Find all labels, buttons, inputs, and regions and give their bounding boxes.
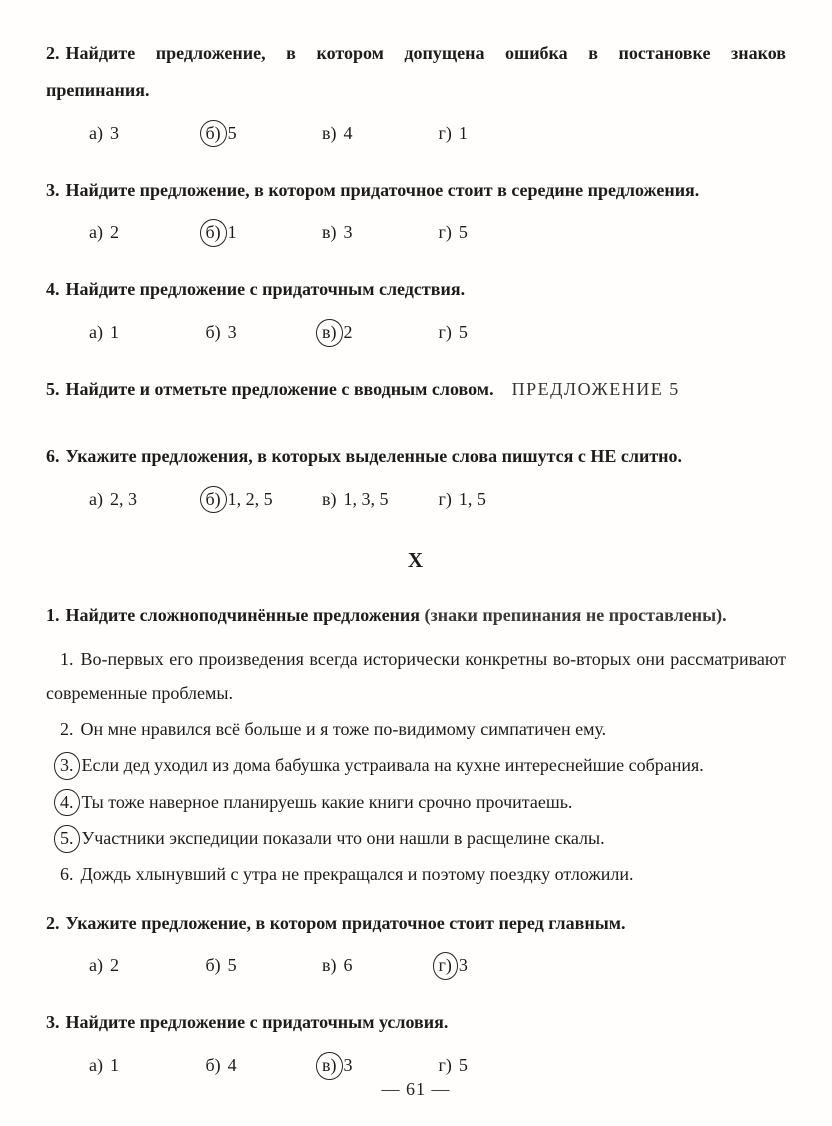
- option-value: 1: [227, 222, 237, 243]
- option-value: 2: [109, 955, 119, 976]
- option-letter: в): [322, 488, 337, 509]
- option-b: [206, 1051, 318, 1080]
- answer-circle: 3.: [54, 752, 80, 780]
- option-value: 1, 3, 5: [343, 488, 389, 509]
- question-stem-line: [46, 371, 786, 408]
- option-b: [206, 318, 318, 347]
- options-row: [89, 485, 786, 514]
- option-g: [439, 218, 551, 247]
- question-stem: Найдите предложение с придаточным условия.: [65, 1012, 449, 1033]
- option-value: 2: [343, 322, 353, 343]
- question-stem-line: [46, 35, 786, 109]
- option-letter: г): [438, 222, 452, 243]
- answer-circle: в): [316, 1052, 343, 1080]
- option-g: [439, 485, 551, 514]
- option-a: [89, 318, 201, 347]
- option-g: [439, 1051, 551, 1080]
- option-a: [89, 119, 201, 148]
- answer-circle: 4.: [54, 789, 80, 817]
- option-letter: а): [89, 322, 103, 343]
- option-value: 4: [343, 122, 353, 143]
- option-value: 3: [109, 122, 119, 143]
- page-number: — 61 —: [381, 1079, 451, 1099]
- question-number: 3.: [46, 179, 60, 200]
- option-a: [89, 1051, 201, 1080]
- answer-circle: б): [200, 120, 227, 148]
- question-stem-line: [46, 597, 786, 634]
- options-row: [89, 1051, 786, 1080]
- sentence-text: Ты тоже наверное планируешь какие книги срочно прочитаешь.: [81, 791, 573, 812]
- option-letter: а): [89, 1055, 103, 1076]
- options-row: [89, 119, 786, 148]
- option-value: 3: [343, 222, 353, 243]
- question-stem: Укажите предложения, в которых выделенные слова пишутся с НЕ слитно.: [65, 445, 683, 466]
- question-stem: Найдите предложение, в котором придаточное стоит в середине предложения.: [65, 179, 700, 200]
- option-letter: в): [322, 122, 337, 143]
- answer-circle: б): [200, 486, 227, 514]
- option-letter: г): [438, 322, 452, 343]
- sentence-6: [46, 858, 786, 891]
- options-row: [89, 218, 786, 247]
- answer-circle: в): [316, 319, 343, 347]
- answer-circle: 5.: [54, 825, 80, 853]
- answer-circle: г): [433, 952, 458, 980]
- option-letter: а): [89, 488, 103, 509]
- option-a: [89, 485, 201, 514]
- option-letter: г): [438, 488, 452, 509]
- question-number: 4.: [46, 279, 60, 300]
- question-number: 3.: [46, 1012, 60, 1033]
- sentence-number: 6.: [60, 864, 74, 885]
- option-v: [322, 485, 434, 514]
- sentence-4-circled: [46, 786, 786, 819]
- sentence-5-circled: [46, 822, 786, 855]
- question-stem-line: [46, 1004, 786, 1041]
- question-stem: Найдите предложение с придаточным следствия.: [65, 279, 466, 300]
- option-value: 6: [343, 955, 353, 976]
- option-value: 2: [109, 222, 119, 243]
- question-number: 5.: [46, 378, 60, 399]
- option-g-circled: [439, 951, 551, 980]
- question-stem-wrap: [46, 371, 494, 408]
- question-stem-line: [46, 172, 786, 209]
- question-stem-line: [46, 271, 786, 308]
- option-v: [322, 119, 434, 148]
- option-b-circled: [206, 485, 318, 514]
- option-value: 5: [458, 222, 468, 243]
- option-value: 1: [109, 322, 119, 343]
- question-2-part2: [46, 905, 786, 981]
- question-number: 2.: [46, 912, 60, 933]
- option-value: 3: [227, 322, 237, 343]
- typed-answer-note: ПРЕДЛОЖЕНИЕ 5: [511, 378, 680, 399]
- question-stem: Найдите сложноподчинённые предложения: [65, 604, 421, 625]
- question-number: 6.: [46, 445, 60, 466]
- question-number: 1.: [46, 604, 60, 625]
- option-value: 3: [343, 1055, 353, 1076]
- option-v-circled: [322, 318, 434, 347]
- option-letter: а): [89, 122, 103, 143]
- section-heading: X: [407, 547, 425, 572]
- question-6-part1: [46, 438, 786, 514]
- option-letter: б): [205, 1055, 221, 1076]
- sentence-number: 2.: [60, 719, 74, 740]
- option-v: [322, 218, 434, 247]
- option-g: [439, 119, 551, 148]
- answer-circle: б): [200, 219, 227, 247]
- option-value: 1: [458, 122, 468, 143]
- option-value: 1, 5: [458, 488, 486, 509]
- question-5-part1: [46, 371, 786, 408]
- sentence-2: [46, 713, 786, 746]
- question-number: 2.: [46, 43, 60, 63]
- sentence-1: [46, 643, 786, 710]
- question-4-part1: [46, 271, 786, 347]
- option-letter: а): [89, 955, 103, 976]
- question-3-part1: [46, 172, 786, 248]
- option-v: [322, 951, 434, 980]
- option-letter: а): [89, 222, 103, 243]
- option-letter: г): [438, 122, 452, 143]
- question-stem: Найдите и отметьте предложение с вводным словом.: [65, 378, 494, 399]
- options-row: [89, 318, 786, 347]
- sentence-text: Участники экспедиции показали что они нашли в расщелине скалы.: [81, 827, 605, 848]
- option-value: 3: [458, 955, 468, 976]
- option-letter: в): [322, 955, 337, 976]
- question-stem-line: [46, 438, 786, 475]
- question-stem: Укажите предложение, в котором придаточное стоит перед главным.: [65, 912, 626, 933]
- option-v-circled: [322, 1051, 434, 1080]
- option-b-circled: [206, 119, 318, 148]
- option-value: 5: [227, 955, 237, 976]
- question-stem: Найдите предложение, в котором допущена ошибка в постановке знаков препинания.: [46, 43, 786, 100]
- sentence-number: 1.: [60, 649, 74, 670]
- option-value: 1, 2, 5: [227, 488, 273, 509]
- question-2-part1: [46, 35, 786, 148]
- option-value: 2, 3: [109, 488, 137, 509]
- sentence-list: [46, 643, 786, 891]
- option-letter: б): [205, 955, 221, 976]
- option-a: [89, 951, 201, 980]
- option-letter: в): [322, 222, 337, 243]
- option-value: 4: [227, 1055, 237, 1076]
- question-stem-note: (знаки препинания не проставлены).: [424, 604, 727, 625]
- sentence-text: Он мне нравился всё больше и я тоже по-видимому симпатичен ему.: [80, 719, 607, 740]
- option-b-circled: [206, 218, 318, 247]
- option-value: 5: [227, 122, 237, 143]
- sentence-text: Дождь хлынувший с утра не прекращался и поэтому поездку отложили.: [80, 864, 634, 885]
- option-value: 5: [458, 1055, 468, 1076]
- option-letter: б): [205, 322, 221, 343]
- options-row: [89, 951, 786, 980]
- question-3-part2: [46, 1004, 786, 1080]
- question-1-part2: [46, 597, 786, 892]
- option-value: 1: [109, 1055, 119, 1076]
- sentence-3-circled: [46, 749, 786, 782]
- option-g: [439, 318, 551, 347]
- question-stem-line: [46, 905, 786, 942]
- option-a: [89, 218, 201, 247]
- sentence-text: Если дед уходил из дома бабушка устраивала на кухне интереснейшие собрания.: [81, 755, 704, 776]
- option-b: [206, 951, 318, 980]
- option-value: 5: [458, 322, 468, 343]
- option-letter: г): [438, 1055, 452, 1076]
- sentence-text: Во-первых его произведения всегда исторически конкретны во-вторых они рассматривают современные проблемы.: [46, 649, 786, 703]
